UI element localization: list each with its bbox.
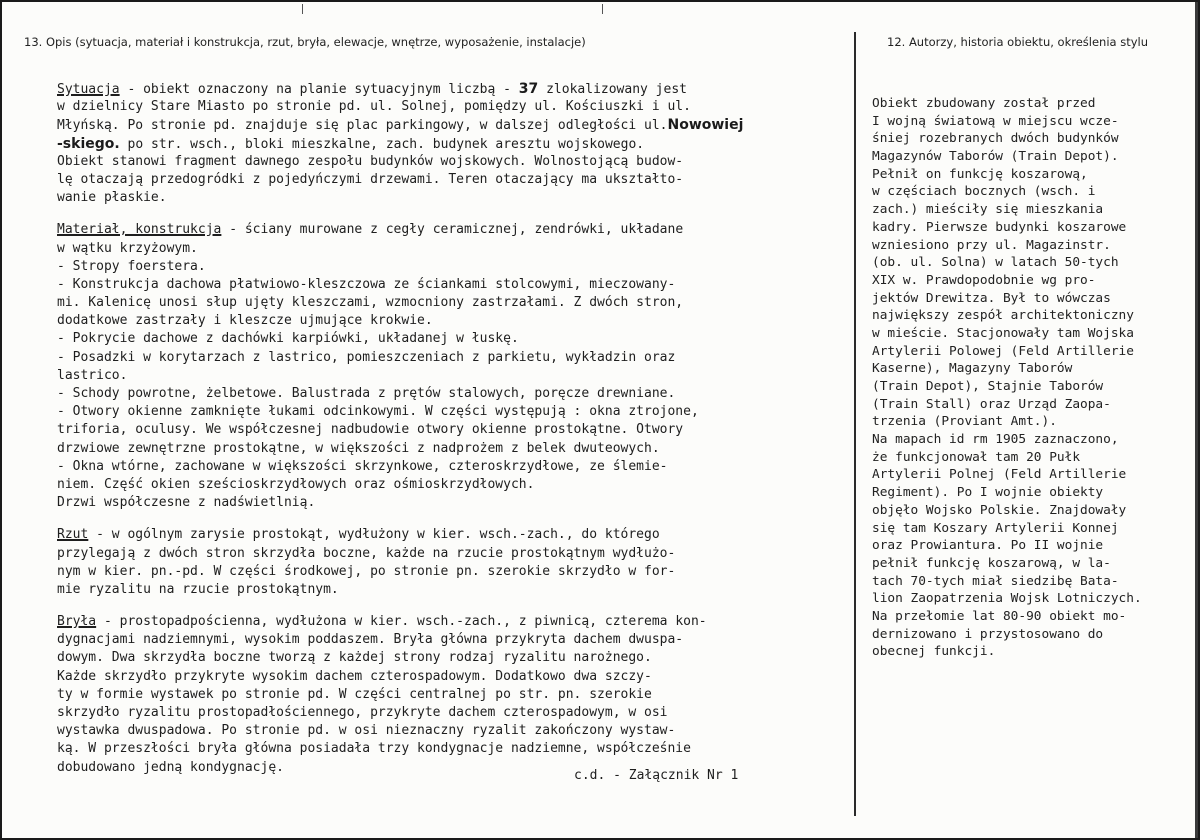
bryla-line: wystawka dwuspadowa. Po stronie pd. w osi nieznaczny ryzalit zakończony wystaw-	[57, 723, 676, 739]
history-line: pełnił funkcję koszarową, w la-	[872, 555, 1111, 571]
history-line: XIX w. Prawdopodobnie wg pro-	[872, 272, 1096, 288]
material-line: - Schody powrotne, żelbetowe. Balustrada z prętów stalowych, poręcze drewniane.	[57, 386, 676, 401]
history-line: wzniesiono przy ul. Magazinstr.	[872, 237, 1111, 253]
rzut-line: nym w kier. pn.-pd. W części środkowej, po stronie pn. szerokie skrzydło w for-	[57, 563, 676, 579]
text-run: po str. wsch., bloki mieszkalne, zach. budynek aresztu wojskowego.	[119, 136, 645, 152]
section-12-header: 12. Autorzy, historia obiektu, określenia stylu	[887, 35, 1149, 49]
history-line: tach 70-tych miał siedzibę Bata-	[872, 573, 1119, 589]
history-line: Artylerii Polnej (Feld Artillerie	[872, 467, 1127, 483]
history-line: (ob. ul. Solna) w latach 50-tych	[872, 255, 1119, 271]
text-run: - w ogólnym zarysie prostokąt, wydłużony w kier. wsch.-zach., do którego	[88, 527, 660, 543]
handwritten-number: 37	[518, 81, 539, 97]
history-line: Na przełomie lat 80-90 obiekt mo-	[872, 608, 1127, 624]
history-line: w mieście. Stacjonowały tam Wojska	[872, 325, 1134, 341]
handwritten-street-part1: Nowowiej	[667, 117, 744, 134]
rzut-line: przylegają z dwóch stron skrzydła boczne, każde na rzucie prostokątnym wydłużo-	[57, 545, 676, 561]
text-run: - obiekt oznaczony na planie sytuacyjnym liczbą -	[119, 82, 519, 97]
history-line: lion Zaopatrzenia Wojsk Lotniczych.	[872, 591, 1142, 607]
rzut-heading: Rzut	[57, 527, 89, 543]
history-line: Magazynów Taborów (Train Depot).	[872, 149, 1119, 165]
text-run: zlokalizowany jest	[538, 82, 687, 97]
material-heading: Materiał, konstrukcja	[57, 222, 222, 238]
punch-mark	[602, 4, 603, 14]
description-column	[57, 80, 843, 777]
material-line: - Posadzki w korytarzach z lastrico, pomieszczeniach z parkietu, wykładzin oraz	[57, 349, 676, 365]
sytuacja-line-6: lę otaczają przedogródki z pojedyńczymi drzewami. Teren otaczający ma ukształto-	[57, 171, 684, 187]
history-line: Artylerii Polowej (Feld Artillerie	[872, 343, 1134, 359]
bryla-line: skrzydło ryzalitu prostopadłościennego, przykryte dachem czterospadowym, w osi	[57, 705, 668, 720]
history-line: obecnej funkcji.	[872, 644, 996, 660]
material-line: - Pokrycie dachowe z dachówki karpiówki, układanej w łuskę.	[57, 331, 519, 347]
material-line: triforia, oculusy. We współczesnej nadbudowie otwory okienne prostokątne. Otwory	[57, 422, 684, 438]
history-line: (Train Depot), Stajnie Taborów	[872, 379, 1104, 394]
bryla-line: dygnacjami nadziemnymi, wysokim poddaszem. Bryła główna przykryta dachem dwuspa-	[57, 632, 684, 648]
material-line: - Stropy foerstera.	[57, 258, 206, 274]
bryla-line: dowym. Dwa skrzydła boczne tworzą z każdej strony rodzaj ryzalitu narożnego.	[57, 650, 652, 666]
history-line: w częściach bocznych (wsch. i	[872, 184, 1096, 200]
material-line: dodatkowe zastrzały i kleszcze ujmujące krokwie.	[57, 313, 433, 329]
sytuacja-line-5: Obiekt stanowi fragment dawnego zespołu budynków wojskowych. Wolnostojącą budow-	[57, 153, 684, 169]
material-line: - Okna wtórne, zachowane w większości skrzynkowe, czteroskrzydłowe, ze ślemie-	[57, 458, 668, 474]
text-run: - prostopadpościenna, wydłużona w kier. wsch.-zach., z piwnicą, czterema kon-	[96, 614, 707, 630]
sytuacja-line-1	[57, 80, 843, 98]
history-line: jektów Drewitza. Był to wówczas	[872, 290, 1111, 306]
history-line: (Train Stall) oraz Urząd Zaopa-	[872, 396, 1111, 412]
section-13-header: 13. Opis (sytuacja, materiał i konstrukcja, rzut, bryła, elewacje, wnętrze, wyposażenie, instalacje)	[24, 35, 586, 49]
history-line: dernizowano i przystosowano do	[872, 626, 1104, 642]
rzut-line-1	[57, 526, 843, 544]
bryla-line: ką. W przeszłości bryła główna posiadała trzy kondygnacje nadziemne, współcześnie	[57, 741, 691, 757]
history-line: Kaserne), Magazyny Taborów	[872, 361, 1073, 377]
column-divider	[854, 32, 856, 816]
text-run: Młyńską. Po stronie pd. znajduje się plac parkingowy, w dalszej odległości ul.	[57, 118, 668, 134]
material-line: Drzwi współczesne z nadświetlnią.	[57, 495, 316, 511]
material-line: - Konstrukcja dachowa płatwiowo-kleszczowa ze ściankami stolcowymi, mieczowany-	[57, 276, 676, 292]
punch-mark	[302, 4, 303, 14]
continuation-note: c.d. - Załącznik Nr 1	[574, 768, 739, 783]
bryla-line: dobudowano jedną kondygnację.	[57, 759, 284, 775]
history-line: kadry. Pierwsze budynki koszarowe	[872, 219, 1127, 235]
text-run: - ściany murowane z cegły ceramicznej, zendrówki, układane	[221, 222, 684, 238]
material-line: w wątku krzyżowym.	[57, 240, 198, 256]
handwritten-street-part2: -skiego.	[57, 135, 120, 152]
sytuacja-line-7: wanie płaskie.	[57, 190, 167, 206]
material-line: mi. Kalenicę unosi słup ujęty kleszczami, wzmocniony zastrzałami. Z dwóch stron,	[57, 295, 684, 311]
material-line: - Otwory okienne zamknięte łukami odcinkowymi. W części występują : okna ztrojone,	[57, 404, 699, 420]
history-line: Pełnił on funkcję koszarową,	[872, 166, 1088, 182]
history-column	[872, 95, 1197, 661]
history-line: Obiekt zbudowany został przed	[872, 96, 1096, 111]
bryla-line-1	[57, 613, 843, 631]
history-line: się tam Koszary Artylerii Konnej	[872, 520, 1119, 536]
material-line: lastrico.	[57, 367, 128, 383]
history-line: Regiment). Po I wojnie obiekty	[872, 485, 1104, 501]
bryla-heading: Bryła	[57, 614, 97, 630]
history-line: największy zespół architektoniczny	[872, 308, 1134, 324]
history-line: śniej rozebranych dwóch budynków	[872, 131, 1119, 147]
history-line: Na mapach id rm 1905 zaznaczono,	[872, 432, 1119, 448]
rzut-line: mie ryzalitu na rzucie prostokątnym.	[57, 581, 339, 597]
sytuacja-line-2: w dzielnicy Stare Miasto po stronie pd. ul. Solnej, pomiędzy ul. Kościuszki i ul.	[57, 99, 691, 115]
sytuacja-line-3	[57, 116, 843, 134]
history-line: zach.) mieściły się mieszkania	[872, 202, 1104, 218]
history-line: I wojną światową w miejscu wcze-	[872, 113, 1119, 129]
history-line: oraz Prowiantura. Po II wojnie	[872, 538, 1104, 554]
material-line: drzwiowe zewnętrzne prostokątne, w większości z nadprożem z belek dwuteowych.	[57, 440, 660, 456]
sytuacja-line-4	[57, 135, 843, 153]
history-line: że funkcjonował tam 20 Pułk	[872, 449, 1081, 465]
bryla-line: ty w formie wystawek po stronie pd. W części centralnej po str. pn. szerokie	[57, 686, 652, 702]
material-line: niem. Część okien sześcioskrzydłowych oraz ośmioskrzydłowych.	[57, 476, 535, 492]
history-line: objęło Wojsko Polskie. Znajdowały	[872, 502, 1127, 518]
history-line: trzenia (Proviant Amt.).	[872, 414, 1057, 430]
material-line-1	[57, 221, 843, 239]
sytuacja-heading: Sytuacja	[57, 82, 120, 97]
bryla-line: Każde skrzydło przykryte wysokim dachem czterospadowym. Dodatkowo dwa szczy-	[57, 668, 652, 684]
